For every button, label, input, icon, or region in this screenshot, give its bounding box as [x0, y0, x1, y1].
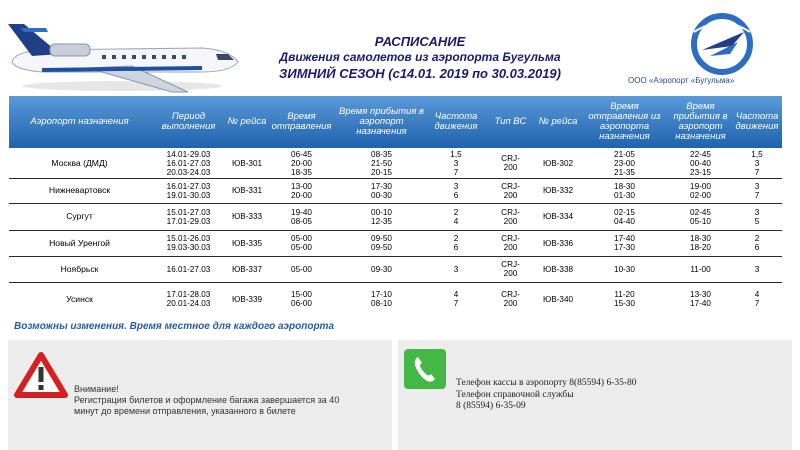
departure-cell: 06-45 20-00 18-35: [291, 149, 312, 177]
header-return-arrival: Время прибытия в аэропорт назначения: [673, 101, 728, 142]
flight-in-cell: ЮВ-302: [542, 158, 574, 168]
frequency-in-cell: 3: [754, 264, 760, 274]
return-arrival-cell: 18-30 18-20: [690, 234, 711, 252]
arrival-cell: 08-35 21-50 20-15: [371, 149, 392, 177]
row-divider: [9, 256, 782, 257]
aircraft-cell: CRJ- 200: [501, 207, 520, 226]
airport-logo: [672, 12, 772, 76]
warning-line-2: Регистрация билетов и оформление багажа завершается за 40: [74, 395, 340, 405]
flight-in-cell: ЮВ-332: [542, 186, 574, 195]
return-departure-cell: 17-40 17-30: [614, 234, 635, 252]
period-cell: 15.01-27.03 17.01-29.03: [166, 207, 211, 226]
phone-line-1: Телефон кассы в аэропорту 8(85594) 6-35-80: [456, 378, 637, 388]
return-departure-cell: 02-15 04-40: [614, 207, 635, 226]
arrival-cell: 00-10 12-35: [371, 207, 392, 226]
frequency-in-cell: 2 6: [754, 234, 760, 252]
page-subtitle: Движения самолетов из аэропорта Бугульма: [279, 50, 561, 64]
period-cell: 15.01-26.03 19.03-30.03: [166, 234, 211, 252]
frequency-in-cell: 3 7: [754, 181, 760, 200]
flight-out-cell: ЮВ-335: [231, 238, 263, 248]
departure-cell: 05-00: [291, 264, 312, 274]
flight-out-cell: ЮВ-333: [231, 212, 263, 221]
return-arrival-cell: 19-00 02-00: [690, 181, 711, 200]
warning-icon: [14, 352, 68, 398]
destination-cell: Нижневартовск: [48, 185, 111, 195]
frequency-in-cell: 4 7: [754, 290, 760, 308]
header-arrival: Время прибытия в аэропорт назначения: [338, 106, 425, 137]
period-cell: 14.01-29.03 16.01-27.03 20.03-24.03: [166, 149, 211, 177]
destination-cell: Новый Уренгой: [49, 237, 110, 248]
header-flight-out: № рейса: [227, 116, 267, 127]
header-frequency-in: Частота движения: [735, 111, 779, 132]
header-frequency-out: Частота движения: [434, 111, 478, 132]
period-cell: 16.01-27.03 19.01-30.03: [166, 181, 211, 200]
header-aircraft: Тип ВС: [494, 116, 527, 127]
frequency-out-cell: 3 6: [453, 181, 459, 200]
destination-cell: Москва (ДМД): [51, 157, 108, 168]
frequency-out-cell: 2 6: [453, 234, 459, 252]
phone-text: [456, 378, 637, 413]
frequency-out-cell: 1,5 3 7: [450, 149, 462, 177]
header-return-departure: Время отправления из аэропорта назначения: [588, 101, 661, 142]
period-cell: 17.01-28.03 20.01-24.03: [166, 290, 211, 308]
flight-in-cell: ЮВ-334: [542, 212, 574, 221]
header-flight-in: № рейса: [538, 116, 578, 127]
return-departure-cell: 21-05 23-00 21-35: [614, 149, 635, 177]
departure-cell: 19-40 08-05: [291, 207, 312, 226]
aircraft-cell: CRJ- 200: [501, 154, 520, 172]
phone-icon: [404, 349, 446, 389]
return-arrival-cell: 11-00: [690, 264, 711, 274]
airplane-image: [2, 16, 242, 96]
warning-line-3: минут до времени отправления, указанного в билете: [74, 406, 296, 416]
flight-out-cell: ЮВ-301: [231, 158, 263, 168]
aircraft-cell: CRJ- 200: [501, 260, 520, 278]
frequency-in-cell: 1,5 3 7: [751, 149, 763, 177]
frequency-in-cell: 3 5: [754, 207, 760, 226]
header-period: Период выполнения: [161, 111, 216, 132]
frequency-out-cell: 4 7: [453, 290, 459, 308]
phone-line-2: Телефон справочной службы: [456, 389, 574, 400]
return-arrival-cell: 13-30 17-40: [690, 290, 711, 308]
warning-line-1: Внимание!: [74, 384, 119, 394]
period-cell: 16.01-27.03: [166, 264, 211, 274]
header-departure: Время отправления: [271, 111, 332, 132]
flight-in-cell: ЮВ-338: [542, 264, 574, 274]
aircraft-cell: CRJ- 200: [501, 234, 520, 252]
flight-out-cell: ЮВ-331: [231, 186, 263, 195]
frequency-out-cell: 2 4: [453, 207, 459, 226]
phone-line-3: 8 (85594) 6-35-09: [456, 401, 526, 411]
return-arrival-cell: 02-45 05-10: [690, 207, 711, 226]
aircraft-cell: CRJ- 200: [501, 181, 520, 200]
frequency-out-cell: 3: [453, 264, 459, 274]
flight-out-cell: ЮВ-339: [231, 294, 263, 304]
season-label: ЗИМНИЙ СЕЗОН (с14.01. 2019 по 30.03.2019): [279, 66, 561, 81]
return-departure-cell: 10-30: [614, 264, 635, 274]
row-divider: [9, 230, 782, 231]
flight-in-cell: ЮВ-340: [542, 294, 574, 304]
return-arrival-cell: 22-45 00-40 23-15: [690, 149, 711, 177]
return-departure-cell: 11-20 15-30: [614, 290, 635, 308]
aircraft-cell: CRJ- 200: [501, 290, 520, 308]
flight-in-cell: ЮВ-336: [542, 238, 574, 248]
destination-cell: Сургут: [66, 211, 93, 221]
company-name: ООО «Аэропорт «Бугульма»: [628, 76, 735, 85]
arrival-cell: 09-50 09-50: [371, 234, 392, 252]
arrival-cell: 17-10 08-10: [371, 290, 392, 308]
changes-notice: Возможны изменения. Время местное для каждого аэропорта: [14, 321, 334, 332]
departure-cell: 13-00 20-00: [291, 181, 312, 200]
warning-text: [74, 384, 384, 417]
arrival-cell: 09-30: [371, 264, 392, 274]
header-destination: Аэропорт назначения: [30, 116, 129, 127]
destination-cell: Ноябрьск: [60, 263, 99, 274]
row-divider: [9, 178, 782, 179]
row-divider: [9, 282, 782, 283]
arrival-cell: 17-30 00-30: [371, 181, 392, 200]
departure-cell: 05-00 05-00: [291, 234, 312, 252]
page-title: РАСПИСАНИЕ: [374, 34, 466, 49]
flight-out-cell: ЮВ-337: [231, 264, 263, 274]
destination-cell: Усинск: [66, 293, 93, 304]
departure-cell: 15-00 06-00: [291, 290, 312, 308]
row-divider: [9, 203, 782, 204]
return-departure-cell: 18-30 01-30: [614, 181, 635, 200]
